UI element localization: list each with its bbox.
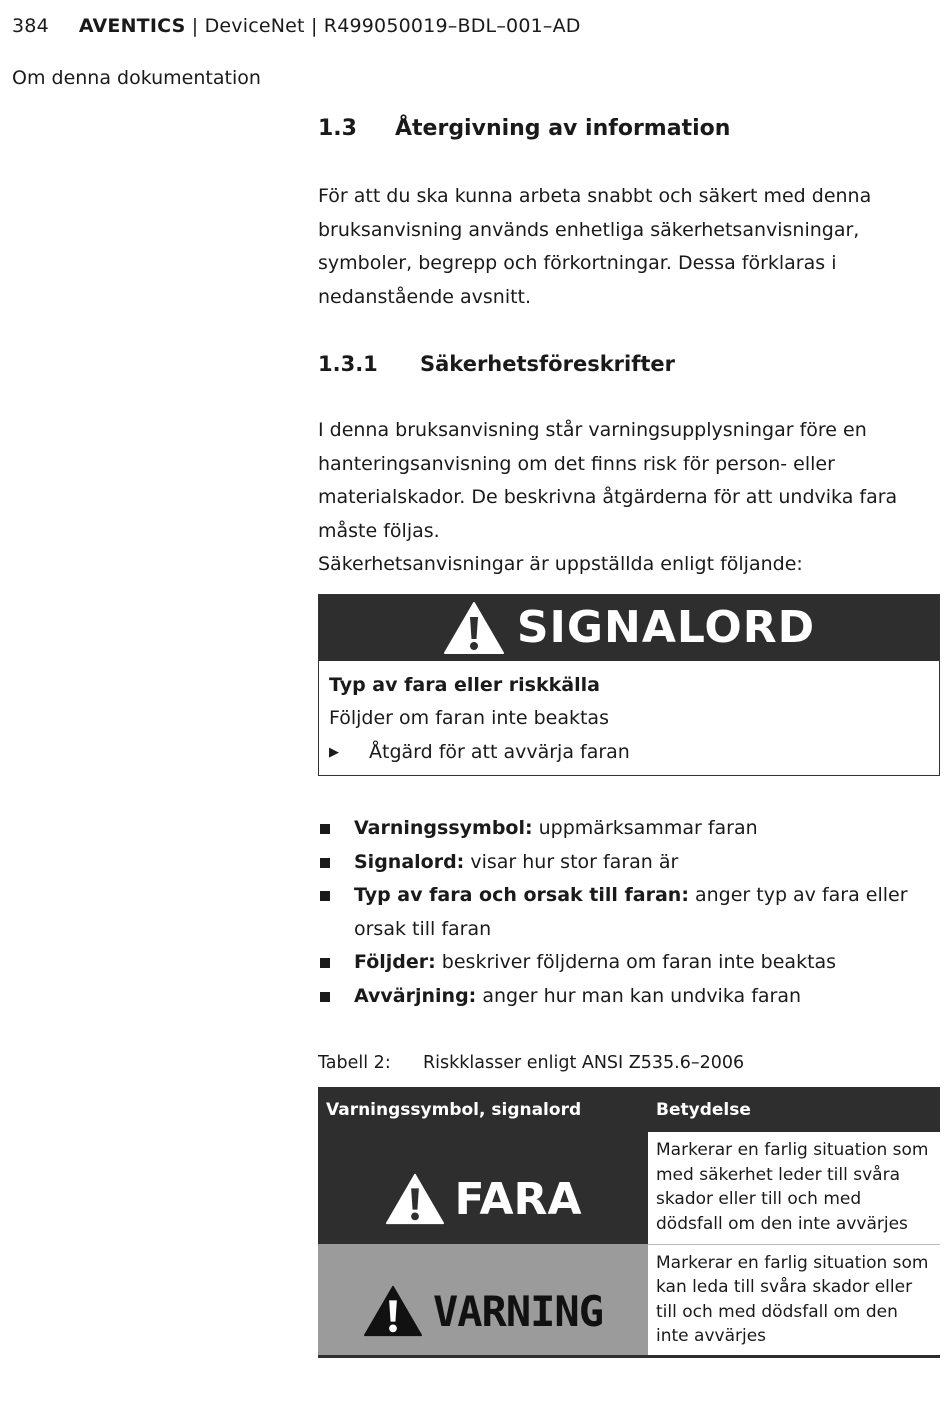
signal-word-header [319, 595, 939, 661]
list-term: Varningssymbol: [354, 817, 533, 839]
list-text: anger hur man kan undvika faran [476, 984, 802, 1007]
table-row [318, 1244, 940, 1356]
list-text: uppmärksammar faran [532, 817, 758, 839]
warning-symbol-cell [318, 1244, 648, 1356]
safety-paragraph-2: Säkerhetsanvisningar är uppställda enligt följande: [318, 553, 803, 575]
list-term: Avvärjning: [354, 984, 477, 1007]
running-header [12, 12, 581, 40]
hazard-action [329, 736, 929, 770]
table-caption-label: Tabell 2: [318, 1053, 391, 1073]
list-text: beskriver följderna om faran inte beaktas [435, 951, 837, 973]
warning-description: Markerar en farlig situation som kan leda till svåra skador eller till och med dödsfall om den inte avvärjes [648, 1244, 940, 1356]
list-term: Typ av fara och orsak till faran: [354, 884, 689, 906]
list-item [318, 946, 940, 980]
triangle-bullet-icon: ▶ [329, 744, 339, 760]
subsection-heading [318, 348, 940, 380]
section-number: 1.3 [318, 116, 357, 141]
warning-triangle-icon [385, 1172, 445, 1226]
list-text: visar hur stor faran är [464, 850, 679, 873]
section-heading [318, 112, 940, 146]
table-row [318, 1132, 940, 1244]
intro-paragraph: För att du ska kunna arbeta snabbt och säkert med denna bruksanvisning används enhetliga säkerhetsanvisningar, symboler, begrepp och förkortningar. Dessa förklaras i nedanstående avsnitt. [318, 185, 872, 308]
square-bullet-icon [318, 946, 354, 980]
square-bullet-icon [318, 846, 354, 880]
list-item [318, 980, 940, 1014]
list-text: anger typ av fara eller orsak till faran [354, 884, 908, 940]
chapter-title: Om denna dokumentation [12, 67, 261, 89]
brand-name: AVENTICS [78, 15, 186, 37]
page-number: 384 [12, 15, 49, 37]
table-header-meaning: Betydelse [648, 1087, 940, 1132]
warning-word: VARNING [432, 1286, 603, 1336]
hazard-consequence: Följder om faran inte beaktas [329, 707, 609, 729]
risk-class-table [318, 1087, 940, 1358]
list-item [318, 846, 940, 880]
danger-symbol-cell [318, 1132, 648, 1244]
safety-paragraph: I denna bruksanvisning står varningsupplysningar före en hanteringsanvisning om det finns risk för person- eller materialskador. De beskrivna åtgärderna för att undvika fara måste följas. [318, 419, 898, 542]
list-item [318, 812, 940, 846]
subsection-title: Säkerhetsföreskrifter [420, 352, 675, 376]
warning-triangle-icon [363, 1284, 423, 1338]
danger-word: FARA [454, 1173, 582, 1225]
list-term: Signalord: [354, 850, 465, 873]
table-caption-text: Riskklasser enligt ANSI Z535.6–2006 [423, 1053, 745, 1073]
list-item [318, 879, 940, 946]
signal-word-box [318, 594, 940, 777]
square-bullet-icon [318, 980, 354, 1014]
warning-triangle-icon [443, 601, 505, 655]
signal-word: SIGNALORD [516, 602, 816, 653]
hazard-type: Typ av fara eller riskkälla [329, 673, 600, 696]
square-bullet-icon [318, 879, 354, 946]
list-term: Följder: [354, 951, 436, 973]
document-id: | DeviceNet | R499050019–BDL–001–AD [185, 15, 581, 37]
table-header-symbol: Varningssymbol, signalord [318, 1087, 648, 1132]
danger-description: Markerar en farlig situation som med säkerhet leder till svåra skador eller till och med dödsfall om den inte avvärjes [648, 1132, 940, 1244]
table-caption [318, 1049, 940, 1077]
subsection-number: 1.3.1 [318, 352, 378, 376]
signal-word-body [319, 661, 939, 776]
hazard-action-text: Åtgärd för att avvärja faran [369, 740, 630, 763]
section-title: Återgivning av information [395, 116, 731, 141]
square-bullet-icon [318, 812, 354, 846]
main-content [318, 112, 940, 1358]
bullet-list [318, 812, 940, 1013]
